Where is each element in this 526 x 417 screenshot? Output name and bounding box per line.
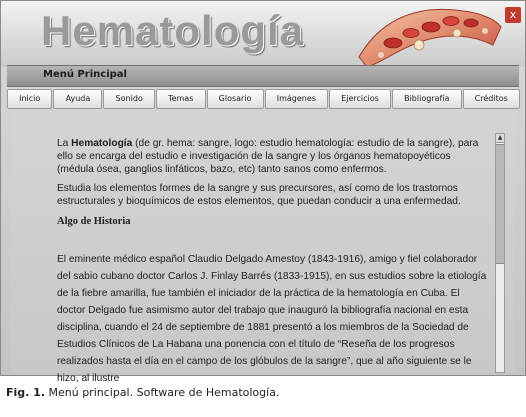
tab-imagenes[interactable]: Imágenes bbox=[265, 89, 328, 109]
caption-text: Menú principal. Software de Hematología. bbox=[45, 386, 280, 399]
app-title: Hematología bbox=[41, 7, 305, 54]
scroll-thumb[interactable] bbox=[496, 144, 504, 264]
tab-bibliografia[interactable]: Bibliografía bbox=[392, 89, 462, 109]
intro-definition: (de gr. hema: sangre, logo: estudio hematología: estudio de la sangre), para ello se encarga del estudio e investigación de la sangre y los órganos hematopoyéticos (médula ósea, ganglios linfáticos, bazo, etc) tanto sanos como enfermos. bbox=[57, 138, 479, 175]
tab-ayuda[interactable]: Ayuda bbox=[53, 89, 102, 109]
intro-prefix: La bbox=[57, 138, 72, 149]
scroll-up-arrow-icon[interactable]: ▲ bbox=[497, 134, 503, 141]
intro-term: Hematología bbox=[71, 138, 133, 149]
caption-label: Fig. 1. bbox=[6, 386, 45, 399]
figure-caption bbox=[6, 386, 279, 399]
tab-temas[interactable]: Temas bbox=[156, 89, 206, 109]
tab-ejercicios[interactable]: Ejercicios bbox=[329, 89, 391, 109]
blood-vessel-illustration bbox=[353, 5, 503, 69]
app-header bbox=[1, 1, 525, 67]
nav-tabs bbox=[7, 89, 521, 109]
tab-creditos[interactable]: Créditos bbox=[463, 89, 520, 109]
intro-paragraph bbox=[57, 137, 489, 176]
study-paragraph: Estudia los elementos formes de la sangre y sus precursores, así como de los trastornos estructurales y bioquímicos de estos elementos, que puedan conducir a una enfermedad. bbox=[57, 183, 461, 207]
history-paragraph: El eminente médico español Claudio Delgado Amestoy (1843-1916), amigo y fiel colaborador del sabio cubano doctor Carlos J. Finlay Barrés (1833-1915), en sus estudios sobre la etiología de la fiebre amarilla, fue también el iniciador de la práctica de la hematología en Cuba. El doctor Delgado fue asimismo autor del trabajo que inauguró la bibliografía nacional en esta disciplina, cuando el 24 de septiembre de 1881 presentó a los miembros de la Sociedad de Estudios Clínicos de La Habana una ponencia con el título de “Reseña de los progresos realizados hasta el día en el campo de los glóbulos de la sangre”, que al año siguiente se le hizo, al ilustre bbox=[57, 254, 487, 384]
tab-sonido[interactable]: Sonido bbox=[103, 89, 155, 109]
content-text bbox=[57, 137, 489, 384]
menu-label: Menú Principal bbox=[43, 69, 127, 80]
menu-strip bbox=[7, 65, 519, 87]
tab-inicio[interactable]: Inicio bbox=[7, 89, 52, 109]
vertical-scrollbar[interactable] bbox=[495, 133, 505, 373]
history-heading: Algo de Historia bbox=[57, 216, 131, 227]
tab-glosario[interactable]: Glosario bbox=[207, 89, 264, 109]
content-panel bbox=[11, 115, 515, 384]
close-button[interactable]: x bbox=[505, 7, 521, 23]
